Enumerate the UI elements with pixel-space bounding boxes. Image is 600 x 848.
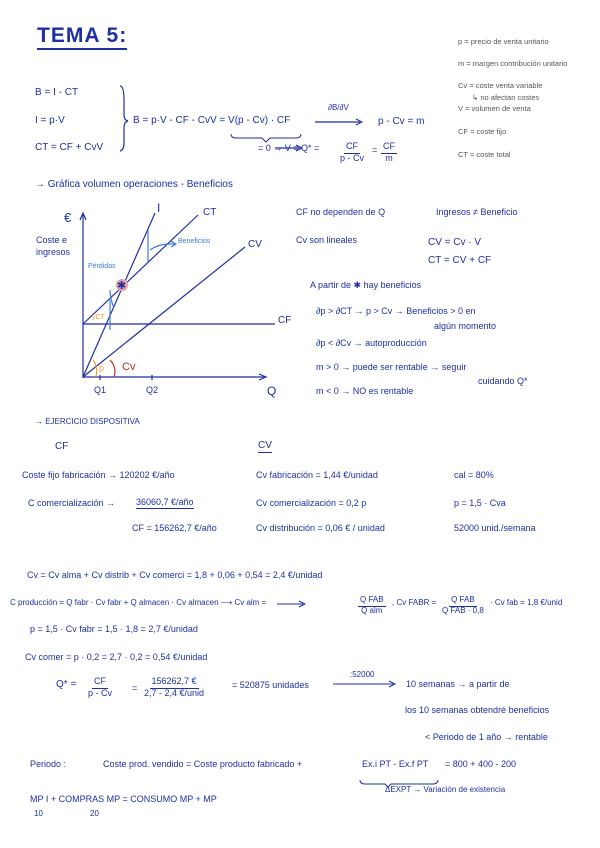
note: CV = Cv · V: [428, 237, 482, 248]
cv-fabr: , Cv FABR =: [392, 598, 437, 607]
note: ∂p > ∂CT → p > Cv → Beneficios > 0 en: [316, 306, 476, 316]
price-calc: p = 1,5 · Cv fabr = 1,5 · 1,8 = 2,7 €/unidad: [30, 624, 198, 634]
q-result: = 520875 unidades: [232, 680, 309, 690]
weeks-note: 10 semanas → a partir de: [406, 679, 510, 689]
note: CF no dependen de Q: [296, 207, 386, 217]
line-ct-label: CT: [203, 207, 217, 218]
note: Ingresos ≠ Beneficio: [436, 207, 518, 217]
fraction: [358, 596, 386, 616]
period-formula: Coste prod. vendido = Coste producto fabricado +: [103, 759, 303, 769]
legend-item: m = margen contribución unitario: [458, 59, 568, 68]
underbrace: [231, 134, 301, 142]
note: CT = CV + CF: [428, 255, 492, 266]
fraction: [442, 596, 484, 616]
legend-item: CT = coste total: [458, 150, 511, 159]
weeks-note: los 10 semanas obtendré beneficios: [405, 705, 550, 715]
equation-i: I = p·V: [35, 115, 65, 126]
exercise-heading: → EJERCICIO DISPOSITIVA: [35, 417, 140, 426]
cv-row: Cv distribución = 0,06 € / unidad: [256, 523, 385, 533]
legend-item: ↳ no afectan costes: [472, 93, 540, 102]
period-label: Periodo :: [30, 759, 67, 769]
equation-zero: = 0 → V = Q* =: [258, 143, 320, 153]
mp-value: 10: [34, 809, 43, 818]
q-star: Q* =: [56, 679, 77, 690]
period-values: = 800 + 400 - 200: [445, 759, 517, 769]
benefits-label: Beneficios: [178, 238, 211, 245]
denominator: m: [385, 152, 393, 163]
y-axis-label: ingresos: [36, 247, 71, 257]
note: ∂p < ∂Cv → autoproducción: [316, 338, 427, 348]
line-cv-label: CV: [248, 239, 262, 250]
angle-p-label: p: [99, 363, 105, 373]
weeks-note: < Periodo de 1 año → rentable: [425, 732, 548, 742]
cv-comer-calc: Cv comer = p · 0,2 = 2,7 · 0,2 = 0,54 €/unidad: [25, 652, 208, 662]
fraction: [340, 142, 364, 164]
angle-ct-label: γCT: [92, 314, 105, 321]
cf-total: CF = 156262,7 €/año: [132, 523, 217, 533]
cf-row: Coste fijo fabricación → 120202 €/año: [22, 470, 175, 480]
legend-item: V = volumen de venta: [458, 104, 531, 113]
numerator: CF: [344, 142, 360, 154]
fraction: [381, 142, 397, 164]
note: A partir de ✱ hay beneficios: [310, 280, 422, 290]
arrow-label: :52000: [350, 670, 375, 679]
derivative-label: ∂B/∂V: [328, 103, 349, 112]
legend-item: CF = coste fijo: [458, 127, 507, 136]
cv-header: CV: [258, 440, 272, 451]
x-axis-label: Q: [267, 384, 277, 398]
denominator: p - Cv: [340, 152, 365, 163]
fraction: [144, 677, 204, 699]
denominator: 2,7 - 2,4 €/unid: [144, 687, 205, 698]
mp-formula: MP I + COMPRAS MP = CONSUMO MP + MP: [30, 794, 217, 804]
cv-total: Cv = Cv alma + Cv distrib + Cv comerci = 1,8 + 0,06 + 0,54 = 2,4 €/unidad: [27, 570, 323, 580]
equation-b: B = I - CT: [35, 87, 79, 98]
line-i-label: I: [157, 201, 161, 215]
angle-cv-label: Cv: [122, 361, 136, 373]
note: Cv son lineales: [296, 235, 358, 245]
fraction: [88, 677, 112, 699]
note: m < 0 → NO es rentable: [316, 386, 414, 396]
equation-main: B = p·V - CF - CvV = V(p - Cv) · CF: [133, 115, 291, 126]
cv-row: Cv fabricación = 1,44 €/unidad: [256, 470, 378, 480]
delta-note: ΔEXPT → Variación de existencia: [385, 785, 506, 794]
cv-fab-value: · Cv fab = 1,8 €/unid: [490, 598, 563, 607]
numerator: CF: [381, 142, 397, 154]
legend-item: p = precio de venta unitario: [458, 37, 549, 46]
extra-row: cal = 80%: [454, 470, 494, 480]
y-axis-symbol: €: [64, 210, 72, 225]
equation-ct: CT = CF + CvV: [35, 142, 104, 153]
equation-margin: p - Cv = m: [378, 116, 425, 127]
numerator: CF: [92, 677, 108, 689]
y-axis-label: Coste e: [36, 235, 68, 245]
period-existences: Ex.i PT - Ex.f PT: [362, 759, 429, 769]
graph-heading: → Gráfica volumen operaciones - Beneficios: [35, 179, 233, 190]
cv-row: Cv comercialización = 0,2 p: [256, 498, 367, 508]
page-title: TEMA 5:: [37, 25, 127, 50]
cf-header: CF: [55, 441, 69, 452]
line-i: [83, 213, 155, 377]
numerator: Q FAB: [449, 596, 477, 607]
curly-brace: [120, 86, 128, 151]
denominator: Q alm: [361, 605, 383, 615]
numerator: 156262,7 €: [150, 677, 199, 689]
extra-row: 52000 unid./semana: [454, 523, 536, 533]
note: algún momento: [434, 321, 497, 331]
legend-item: Cv = coste venta variable: [458, 81, 543, 90]
numerator: Q FAB: [358, 596, 386, 607]
mp-value: 20: [90, 809, 99, 818]
svg-text:✱: ✱: [117, 280, 127, 292]
denominator: p - Cv: [88, 687, 113, 698]
cf-row: C comercialización →: [28, 498, 116, 508]
q2-tick: Q2: [146, 385, 159, 395]
denominator: Q FAB · 0,8: [442, 605, 484, 615]
note: m > 0 → puede ser rentable → seguir: [316, 362, 467, 372]
q1-tick: Q1: [94, 385, 107, 395]
line-cf-label: CF: [278, 315, 292, 326]
losses-label: Pérdidas: [88, 263, 116, 270]
extra-row: p = 1,5 · Cva: [454, 498, 506, 508]
c-produccion: C producción = Q fabr · Cv fabr + Q almacen · Cv almacen ⟶ Cv alm =: [10, 598, 267, 607]
equals: =: [372, 145, 378, 155]
equals: =: [132, 683, 138, 693]
cf-row-value: 36060,7 €/año: [136, 497, 194, 507]
note: cuidando Q*: [478, 376, 528, 386]
